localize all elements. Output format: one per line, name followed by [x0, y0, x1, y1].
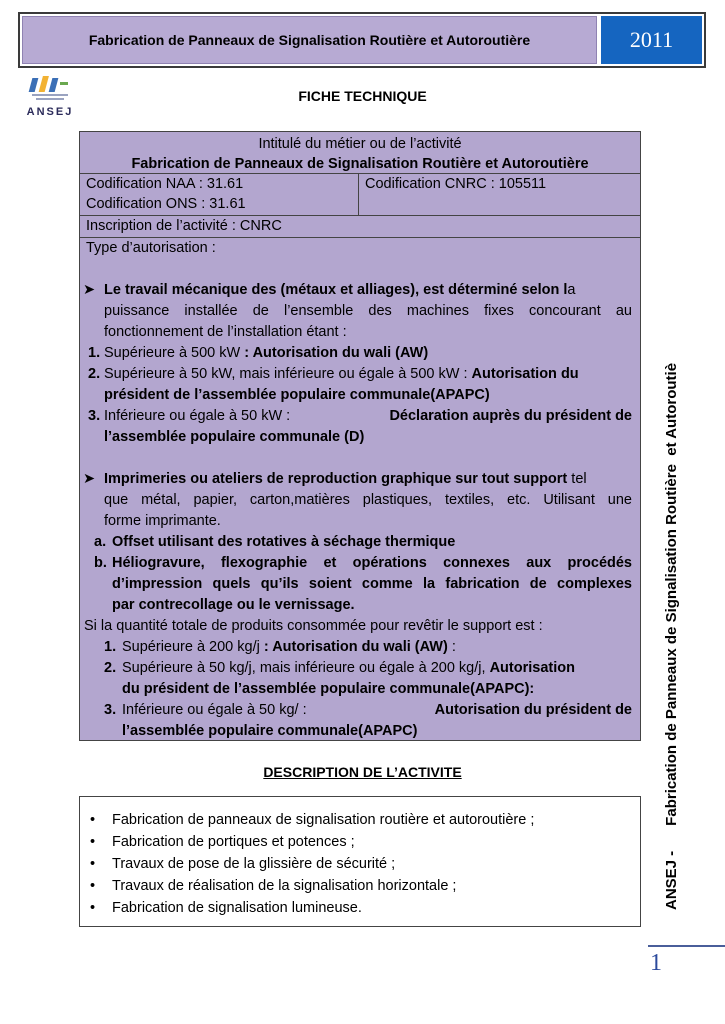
- header-title: Fabrication de Panneaux de Signalisation Routière et Autoroutière: [22, 16, 597, 64]
- item3-number: 3.: [88, 408, 101, 424]
- arrow-bullet-icon: ➤: [83, 471, 96, 487]
- intitule-row: [80, 132, 640, 174]
- naa-code: Codification NAA : 31.61: [86, 176, 244, 192]
- quantity-line: Si la quantité totale de produits consommée pour revêtir le support est :: [84, 618, 543, 634]
- side-text: ANSEJ - Fabrication de Panneaux de Signalisation Routière et Autoroutiè: [663, 362, 680, 910]
- footer-divider: [648, 945, 725, 947]
- autorisation-cell: [80, 238, 640, 740]
- description-box: [79, 796, 641, 927]
- item2-text: Supérieure à 50 kW, mais inférieure ou égale à 500 kW : Autorisation du: [104, 366, 579, 382]
- ons-code: Codification ONS : 31.61: [86, 196, 246, 212]
- list-item: • Fabrication de portiques et potences ;: [90, 831, 355, 853]
- list-item: • Travaux de pose de la glissière de sécurité ;: [90, 853, 395, 875]
- arrow-bullet-icon: ➤: [83, 282, 96, 298]
- fiche-title: FICHE TECHNIQUE: [298, 88, 427, 104]
- section2-heading: Imprimeries ou ateliers de reproduction graphique sur tout support tel: [104, 471, 587, 487]
- bullet-icon: •: [90, 900, 96, 916]
- item3-line2: l’assemblée populaire communale (D): [104, 429, 365, 445]
- item1-text: Supérieure à 500 kW : Autorisation du wali (AW): [104, 345, 429, 361]
- type-label: Type d’autorisation :: [86, 240, 216, 256]
- inscription-row: Inscription de l’activité : CNRC: [80, 216, 640, 238]
- intitule-value: Fabrication de Panneaux de Signalisation Routière et Autoroutière: [131, 156, 589, 172]
- item2-line2: président de l’assemblée populaire communale(APAPC): [104, 387, 490, 403]
- list-item: • Fabrication de panneaux de signalisation routière et autoroutière ;: [90, 809, 534, 831]
- page-number: 1: [650, 950, 662, 976]
- list-item: • Fabrication de signalisation lumineuse.: [90, 897, 362, 919]
- sub-b-letter: b.: [94, 555, 107, 571]
- header-year: 2011: [601, 16, 702, 64]
- item1-number: 1.: [88, 345, 101, 361]
- list-item: • Travaux de réalisation de la signalisation horizontale ;: [90, 875, 456, 897]
- bullet-icon: •: [90, 834, 96, 850]
- header-box: [18, 12, 706, 68]
- q3-line2: l’assemblée populaire communale(APAPC): [122, 723, 418, 739]
- item2-number: 2.: [88, 366, 101, 382]
- section2-line2: que métal, papier, carton,matières plastiques, textiles, etc. Utilisant une: [104, 492, 632, 508]
- sub-b-line3: par contrecollage ou le vernissage.: [112, 597, 355, 613]
- sub-b-line1: Héliogravure, flexographie et opérations connexes aux procédés: [112, 555, 632, 571]
- q1-number: 1.: [104, 639, 117, 655]
- logo-text: ANSEJ: [26, 106, 74, 118]
- bullet-icon: •: [90, 856, 96, 872]
- cnrc-code: Codification CNRC : 105511: [365, 176, 547, 192]
- section1-heading: Le travail mécanique des (métaux et alliages), est déterminé selon la: [104, 282, 576, 298]
- codification-left-cell: [80, 174, 359, 216]
- sub-a-letter: a.: [94, 534, 107, 550]
- section2-line3: forme imprimante.: [104, 513, 221, 529]
- sub-b-line2: d’impression quels qu’ils soient comme la fabrication de complexes: [112, 576, 632, 592]
- q3-number: 3.: [104, 702, 117, 718]
- fiche-table: [79, 131, 641, 741]
- sub-a-text: Offset utilisant des rotatives à séchage thermique: [112, 534, 456, 550]
- q1-text: Supérieure à 200 kg/j : Autorisation du wali (AW) :: [122, 639, 456, 655]
- q2-number: 2.: [104, 660, 117, 676]
- q3-text: Inférieure ou égale à 50 kg/ : Autorisation du président de: [122, 702, 632, 718]
- side-running-header: [657, 150, 687, 910]
- intitule-label: Intitulé du métier ou de l’activité: [258, 136, 462, 152]
- item3-text: Inférieure ou égale à 50 kW : Déclaration auprès du président de: [104, 408, 632, 424]
- section1-line2: puissance installée de l’ensemble des machines fixes concourant au: [104, 303, 632, 319]
- q2-line2: du président de l’assemblée populaire communale(APAPC):: [122, 681, 535, 697]
- bullet-icon: •: [90, 878, 96, 894]
- description-title: DESCRIPTION DE L’ACTIVITE: [263, 764, 462, 780]
- q2-text: Supérieure à 50 kg/j, mais inférieure ou égale à 200 kg/j, Autorisation: [122, 660, 575, 676]
- codification-row: [80, 174, 640, 216]
- section1-line3: fonctionnement de l’installation étant :: [104, 324, 347, 340]
- bullet-icon: •: [90, 812, 96, 828]
